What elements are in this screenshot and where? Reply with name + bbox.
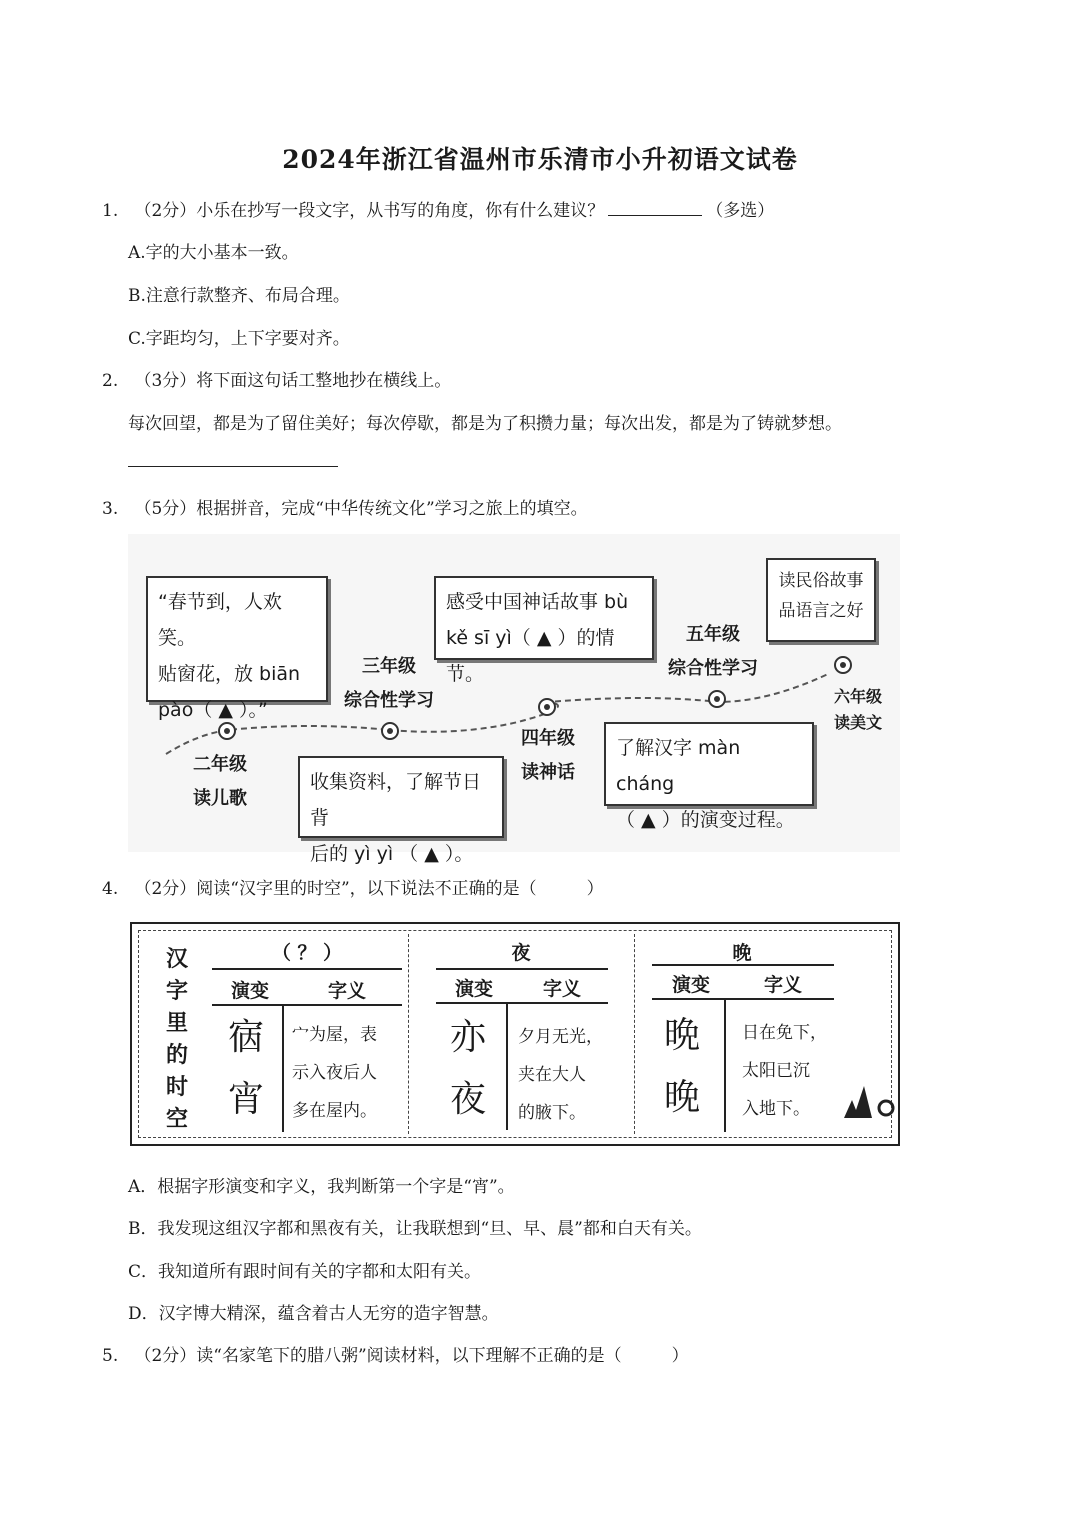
chinese-character-figure [130, 922, 900, 1146]
sunset-mountain-icon [842, 1082, 898, 1122]
meaning-header: 字义 [327, 980, 366, 1002]
option-a: A．根据字形演变和字义，我判断第一个字是“宵”。 [128, 1177, 515, 1197]
answer-line[interactable] [128, 466, 338, 467]
info-box-spring-festival: “春节到，人欢笑。 贴窗花，放 biān pào（ ▲ ）。” [146, 576, 328, 702]
ancient-form: 晩 [664, 1015, 701, 1056]
option-d: D．汉字博大精深，蕴含着古人无穷的造字智慧。 [128, 1304, 499, 1324]
char-meaning: 宀为屋，表 示入夜后人 多在屋内。 [292, 1025, 377, 1121]
ancient-form: 亦 [450, 1017, 487, 1058]
section-char-night: 夜 [511, 942, 531, 964]
copy-sentence: 每次回望，都是为了留住美好；每次停歇，都是为了积攒力量；每次出发，都是为了铸就梦想。 [128, 414, 842, 434]
grade-5-label: 五年级 综合性学习 [668, 624, 758, 679]
question-number: 3. [102, 499, 119, 519]
answer-blank[interactable] [608, 201, 702, 216]
section-char-unknown: （ ？ ） [271, 942, 343, 964]
grade-2-label: 二年级 读儿歌 [193, 754, 247, 809]
question-5: 5. （2分）读“名家笔下的腊八粥”阅读材料，以下理解不正确的是（ ） [102, 1346, 689, 1366]
grade-3-label: 三年级 综合性学习 [344, 656, 434, 711]
question-text: （2分）阅读“汉字里的时空”，以下说法不正确的是（ [134, 879, 537, 899]
info-box-festival-meaning: 收集资料，了解节日背 后的 yì yì （ ▲ ）。 [298, 756, 504, 838]
grade-4-label: 四年级 读神话 [521, 728, 575, 783]
milestone-dot [218, 722, 236, 740]
grade-6-label: 六年级 读美文 [833, 687, 882, 732]
learning-journey-figure [128, 534, 900, 865]
option-c: C．我知道所有跟时间有关的字都和太阳有关。 [128, 1262, 482, 1282]
question-1 [102, 196, 774, 221]
question-2 [102, 366, 451, 391]
char-meaning: 日在免下， 太阳已沉 入地下。 [742, 1023, 827, 1119]
question-number: 5. [102, 1346, 119, 1366]
meaning-header: 字义 [542, 978, 581, 1000]
section-char-evening: 晚 [732, 942, 752, 964]
milestone-dot [834, 656, 852, 674]
meaning-header: 字义 [763, 974, 802, 996]
question-text: （2分）读“名家笔下的腊八粥”阅读材料，以下理解不正确的是（ [134, 1346, 622, 1366]
question-3 [102, 494, 588, 519]
milestone-dot [538, 698, 556, 716]
option-a: A.字的大小基本一致。 [128, 243, 299, 263]
question-text: （3分）将下面这句话工整地抄在横线上。 [134, 371, 452, 391]
question-number: 1. [102, 201, 119, 221]
info-box-folk: 读民俗故事 品语言之好 [766, 558, 876, 642]
ancient-form: 夜 [450, 1079, 487, 1120]
milestone-dot [708, 690, 726, 708]
question-4: 4. （2分）阅读“汉字里的时空”，以下说法不正确的是（ ） [102, 879, 604, 899]
ancient-form: 㝛 [228, 1017, 265, 1058]
ancient-form: 宵 [228, 1079, 265, 1120]
ancient-form: 晚 [664, 1077, 701, 1118]
info-box-myth: 感受中国神话故事 bù kě sī yì（ ▲ ）的情节。 [434, 576, 654, 660]
evolution-header: 演变 [454, 978, 493, 1000]
figure-side-title: 汉 字 里 的 时 空 [165, 947, 188, 1132]
question-number: 2. [102, 371, 119, 391]
option-b: B．我发现这组汉字都和黑夜有关，让我联想到“旦、早、晨”都和白天有关。 [128, 1219, 702, 1239]
question-text: （2分）小乐在抄写一段文字，从书写的角度，你有什么建议？ [134, 201, 605, 221]
milestone-dot [381, 722, 399, 740]
question-note: （多选） [706, 201, 775, 221]
option-c: C.字距均匀，上下字要对齐。 [128, 329, 350, 349]
option-b: B.注意行款整齐、布局合理。 [128, 286, 350, 306]
info-box-chinese-chars: 了解汉字 màn cháng （ ▲ ）的演变过程。 [604, 722, 814, 806]
evolution-header: 演变 [671, 974, 710, 996]
question-number: 4. [102, 879, 119, 899]
evolution-header: 演变 [230, 980, 269, 1002]
page-title: 2024年浙江省温州市乐清市小升初语文试卷 [282, 145, 798, 174]
char-meaning: 夕月无光， 夹在大人 的腋下。 [518, 1027, 603, 1123]
question-text: （5分）根据拼音，完成“中华传统文化”学习之旅上的填空。 [134, 499, 588, 519]
